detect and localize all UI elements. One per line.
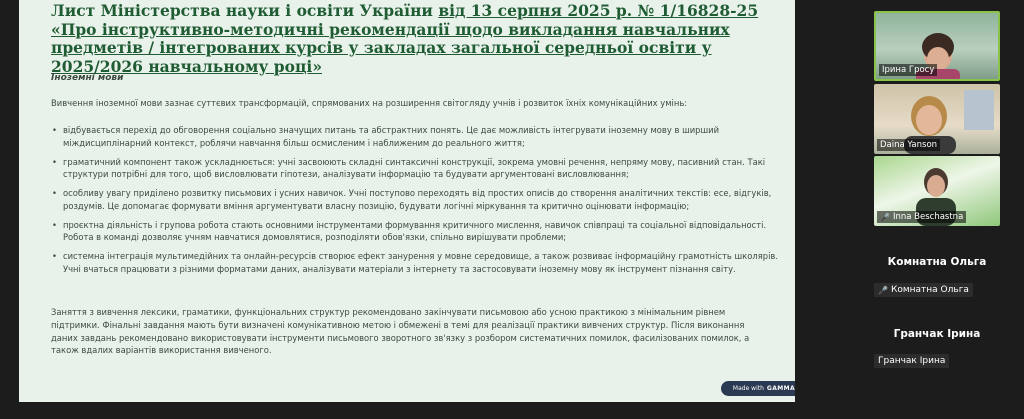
- bullet-item: • проєктна діяльність і групова робота стають основними інструментами формування критичного мислення, навичок співпраці та соціальної відповідальності. Робота в команді дозволяє учням навчатися домовлятися, розподіляти обов'язки, спільно вирішувати проблеми;: [51, 219, 779, 244]
- participant-label-komnatna[interactable]: 🎤 Комнатна Ольга: [874, 283, 973, 297]
- made-with-gamma-badge[interactable]: [721, 381, 795, 396]
- badge-prefix: Made with: [732, 385, 764, 392]
- badge-brand: GAMMA: [766, 385, 795, 392]
- participant-label-granchak[interactable]: Гранчак Ірина: [874, 354, 949, 368]
- mic-off-icon: 🎤: [880, 212, 890, 222]
- presentation-slide: [19, 0, 795, 402]
- video-tile-iryna-hrosu[interactable]: [874, 11, 1000, 81]
- video-tile-inna-beschastna[interactable]: [874, 156, 1000, 226]
- bullet-item: • системна інтеграція мультимедійних та онлайн-ресурсів створює ефект занурення у мовне середовище, а також розвиває інформаційну грамотність школярів. Учні вчаться працювати з різними форматами даних, аналізувати матеріали з інтернету та застосовувати іноземну мову як інструмент пізнання світу.: [51, 250, 779, 275]
- section-heading: Іноземні мови: [51, 73, 124, 83]
- title-link[interactable]: від 13 серпня 2025 р. № 1/16828-25 «Про інструктивно-методичні рекомендації щодо викладання навчальних предметів / інтегрованих курсів у закладах загальної середньої освіти у 2025/2026 навчальному році»: [51, 1, 759, 76]
- bullet-list: [51, 124, 779, 282]
- conclusion-paragraph: Заняття з вивчення лексики, граматики, функціональних структур рекомендовано закінчувати письмовою або усною практикою з мінімальним рівнем підтримки. Фінальні завдання мають бути визначені комунікативною метою і обмежені в темі для реалізації практики вивчених структур. Після виконання даних завдань рекомендовано використовувати інструменти письмового зворотного зв'язку з розбором систематичних помилок, фасилізованих помилок, а також вдалих варіантів використання вивченого.: [51, 307, 750, 356]
- mic-off-icon: 🎤: [878, 285, 888, 295]
- participant-name-label: Ірина Гросу: [879, 64, 937, 76]
- bullet-item: • відбувається перехід до обговорення соціально значущих питань та абстрактних понять. Це дає можливість інтегрувати іноземну мову в ширший міждисциплінарний контекст, роблячи навчання більш осмисленим і наближеним до реального життя;: [51, 124, 779, 149]
- video-tile-daina-yanson[interactable]: [874, 84, 1000, 154]
- bullet-item: • граматичний компонент також ускладнюється: учні засвоюють складні синтаксичні конструкції, зокрема умовні речення, непряму мову, пасивний стан. Такі структури потрібні для того, щоб висловлювати гіпотези, аналізувати інформацію та будувати аргументовані висловлювання;: [51, 156, 779, 181]
- bullet-item: • особливу увагу приділено розвитку письмових і усних навичок. Учні поступово переходять від простих описів до створення аналітичних текстів: есе, відгуків, роздумів. Це допомагає формувати вміння аргументувати власну позицію, будувати логічні міркування та критично оцінювати інформацію;: [51, 187, 779, 212]
- title-plain: Лист Міністерства науки і освіти України: [51, 1, 439, 20]
- participant-heading-komnatna: Комнатна Ольга: [887, 256, 987, 268]
- participant-heading-granchak: Гранчак Ірина: [893, 328, 981, 340]
- participant-name-label: 🎤 Inna Beschastna: [877, 211, 966, 223]
- slide-title: [51, 2, 781, 76]
- participant-name-label: Daina Yanson: [877, 139, 940, 151]
- intro-paragraph: Вивчення іноземної мови зазнає суттєвих трансформацій, спрямованих на розширення світогляду учнів і розвиток їхніх комунікаційних умінь:: [51, 98, 688, 108]
